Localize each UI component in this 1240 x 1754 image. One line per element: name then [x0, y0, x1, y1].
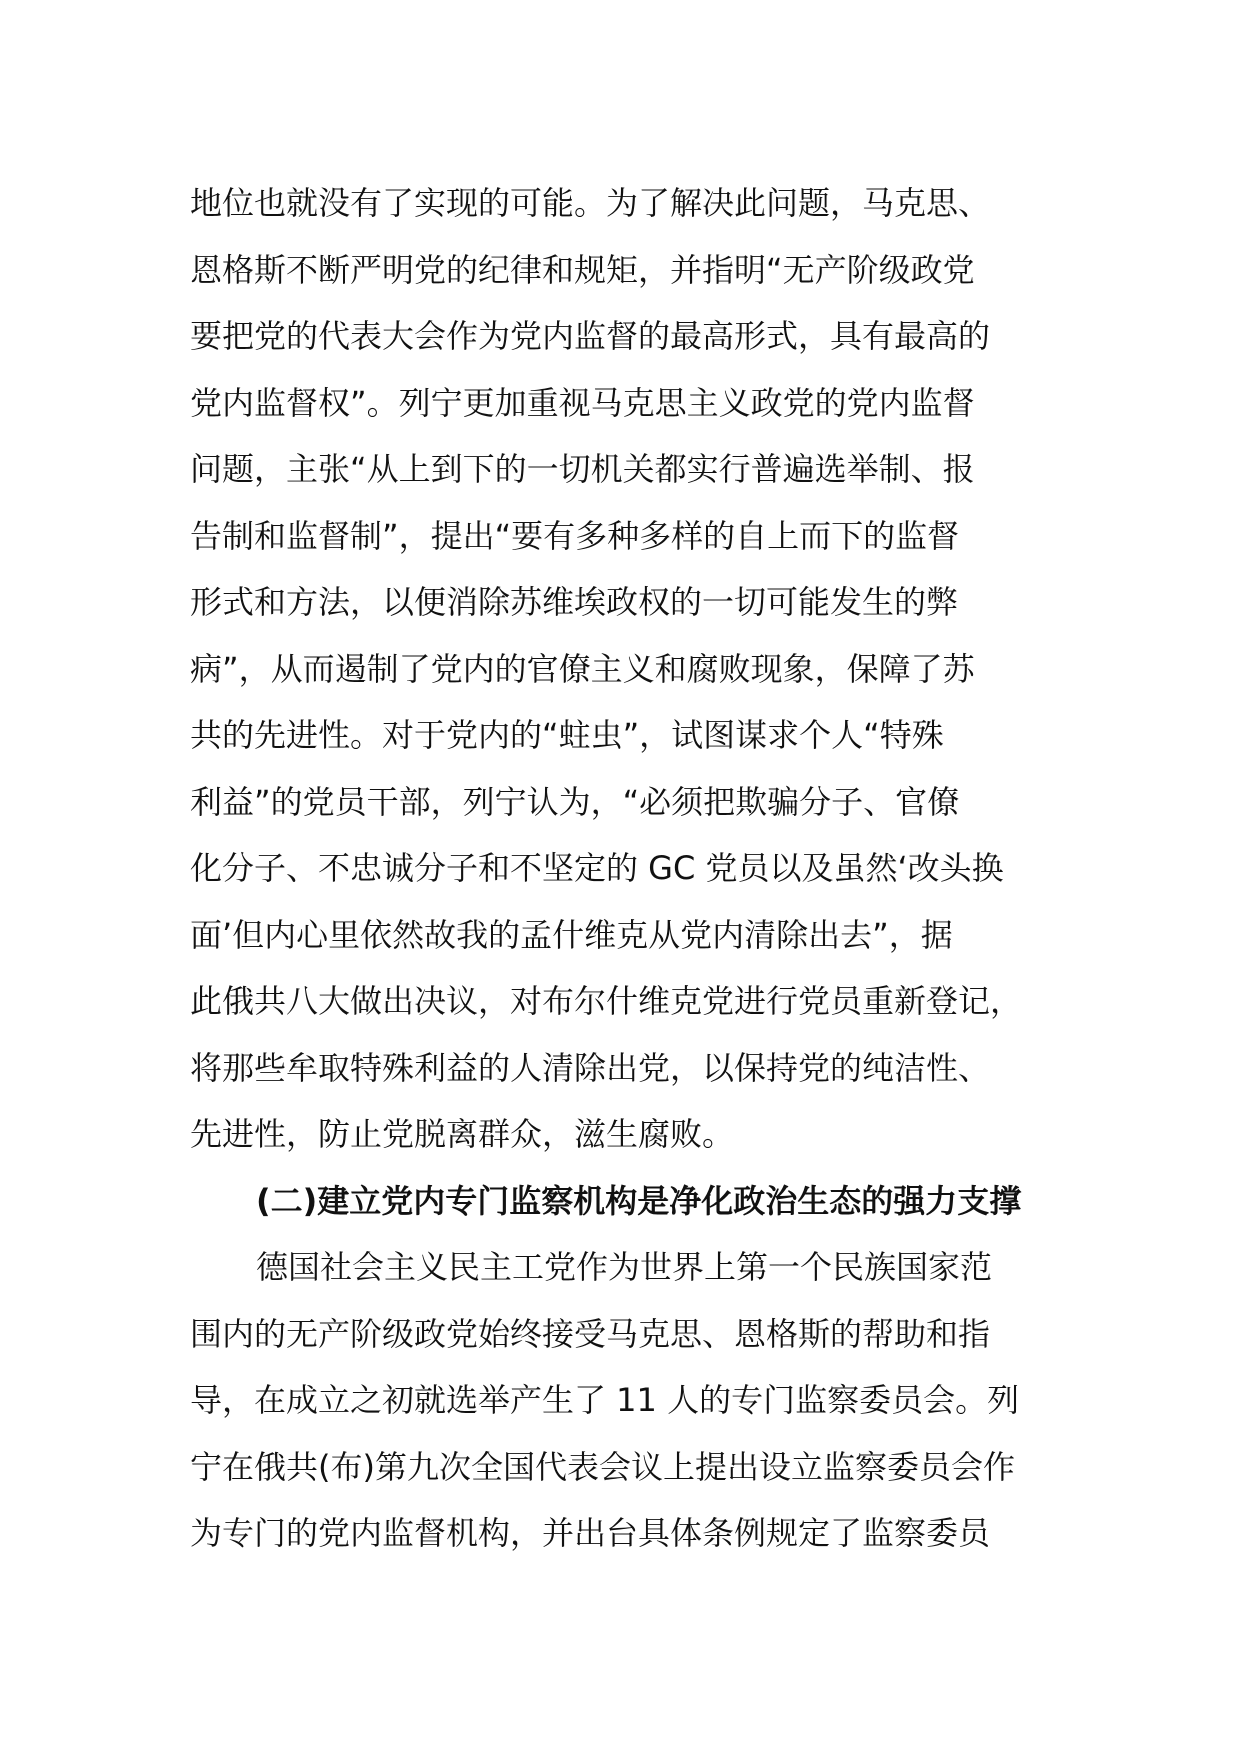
text-line: 将那些牟取特殊利益的人清除出党，以保持党的纯洁性、	[190, 1048, 991, 1087]
paragraph-2	[190, 1234, 1070, 1567]
text-line: 化分子、不忠诚分子和不坚定的 GC 党员以及虽然‘改头换	[190, 849, 1004, 887]
text-line: 形式和方法，以便消除苏维埃政权的一切可能发生的弊	[190, 583, 959, 621]
text-line: 宁在俄共(布)第九次全国代表会议上提出设立监察委员会作	[190, 1447, 1015, 1486]
text-line: 面’但内心里依然故我的孟什维克从党内清除出去”，据	[190, 915, 953, 954]
text-line: 利益”的党员干部，列宁认为，“必须把欺骗分子、官僚	[190, 782, 960, 821]
text-line: 要把党的代表大会作为党内监督的最高形式，具有最高的	[190, 317, 991, 355]
text-line: 为专门的党内监督机构，并出台具体条例规定了监察委员	[190, 1514, 991, 1552]
document-body	[190, 170, 1070, 1567]
text-line: 先进性，防止党脱离群众，滋生腐败。	[190, 1115, 735, 1153]
text-line: 病”，从而遏制了党内的官僚主义和腐败现象，保障了苏	[190, 649, 975, 688]
text-line: 问题，主张“从上到下的一切机关都实行普遍选举制、报	[190, 450, 975, 488]
section-heading: (二)建立党内专门监察机构是净化政治生态的强力支撑	[256, 1181, 1022, 1220]
text-line: 恩格斯不断严明党的纪律和规矩，并指明“无产阶级政党	[190, 250, 975, 289]
text-line: 围内的无产阶级政党始终接受马克思、恩格斯的帮助和指	[190, 1314, 991, 1353]
text-line: 共的先进性。对于党内的“蛀虫”，试图谋求个人“特殊	[190, 716, 944, 754]
text-line: 导，在成立之初就选举产生了 11 人的专门监察委员会。列	[190, 1381, 1020, 1419]
text-line: 党内监督权”。列宁更加重视马克思主义政党的党内监督	[190, 383, 975, 422]
text-line: 告制和监督制”，提出“要有多种多样的自上而下的监督	[190, 516, 960, 555]
text-line: 此俄共八大做出决议，对布尔什维克党进行党员重新登记，	[190, 982, 1023, 1020]
text-line: 德国社会主义民主工党作为世界上第一个民族国家范	[256, 1248, 993, 1286]
text-line: 地位也就没有了实现的可能。为了解决此问题，马克思、	[190, 184, 991, 222]
paragraph-1	[190, 170, 1070, 1168]
